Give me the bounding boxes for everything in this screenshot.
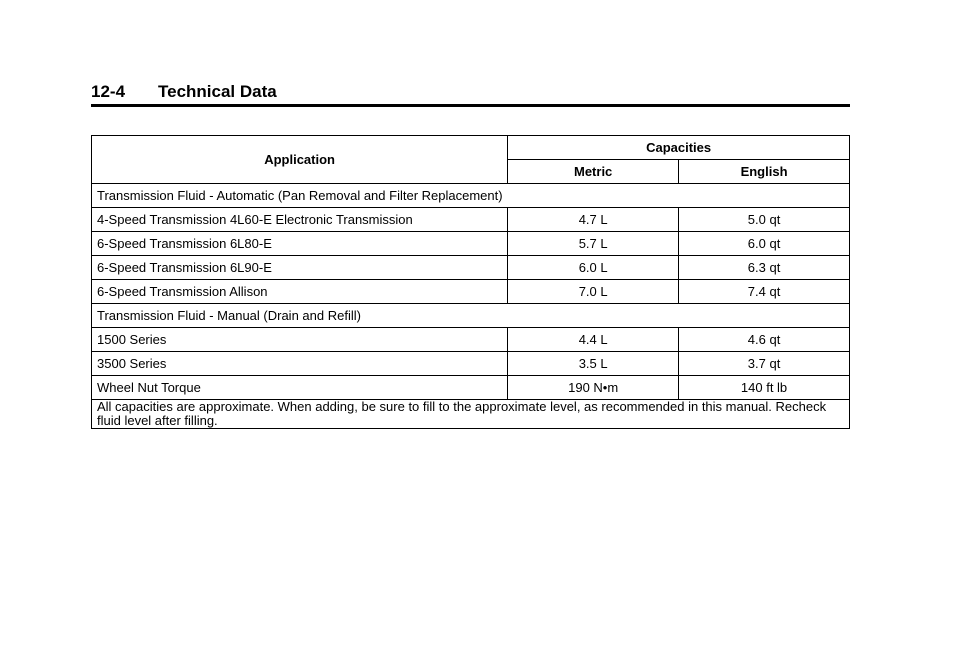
metric-value: 4.4 L	[508, 328, 679, 352]
english-value: 4.6 qt	[679, 328, 850, 352]
row-label: Wheel Nut Torque	[92, 376, 508, 400]
table-row	[92, 352, 850, 376]
row-label: 3500 Series	[92, 352, 508, 376]
metric-value: 4.7 L	[508, 208, 679, 232]
metric-value: 190 N•m	[508, 376, 679, 400]
metric-value: 5.7 L	[508, 232, 679, 256]
metric-value: 6.0 L	[508, 256, 679, 280]
group-row-automatic	[92, 184, 850, 208]
page-header	[91, 80, 850, 107]
table-row-wheel-nut	[92, 376, 850, 400]
capacities-note: All capacities are approximate. When adding, be sure to fill to the approximate level, as recommended in this manual. Recheck fluid level after filling.	[92, 400, 850, 429]
table-row	[92, 208, 850, 232]
group-label: Transmission Fluid - Manual (Drain and Refill)	[92, 304, 850, 328]
english-value: 6.3 qt	[679, 256, 850, 280]
note-row	[92, 400, 850, 429]
row-label: 1500 Series	[92, 328, 508, 352]
english-value: 7.4 qt	[679, 280, 850, 304]
table-row	[92, 256, 850, 280]
row-label: 6-Speed Transmission Allison	[92, 280, 508, 304]
row-label: 4-Speed Transmission 4L60-E Electronic Transmission	[92, 208, 508, 232]
table-row	[92, 232, 850, 256]
table-row	[92, 280, 850, 304]
row-label: 6-Speed Transmission 6L80-E	[92, 232, 508, 256]
group-label: Transmission Fluid - Automatic (Pan Removal and Filter Replacement)	[92, 184, 850, 208]
capacities-table	[91, 135, 850, 429]
header-row	[92, 136, 850, 160]
group-row-manual	[92, 304, 850, 328]
english-value: 6.0 qt	[679, 232, 850, 256]
english-value: 3.7 qt	[679, 352, 850, 376]
row-label: 6-Speed Transmission 6L90-E	[92, 256, 508, 280]
capacities-header: Capacities	[508, 136, 850, 160]
english-value: 140 ft lb	[679, 376, 850, 400]
metric-value: 7.0 L	[508, 280, 679, 304]
table-row	[92, 328, 850, 352]
page-number: 12-4	[91, 82, 126, 101]
metric-header: Metric	[508, 160, 679, 184]
metric-value: 3.5 L	[508, 352, 679, 376]
section-title: Technical Data	[158, 82, 277, 101]
english-header: English	[679, 160, 850, 184]
application-header: Application	[92, 136, 508, 184]
english-value: 5.0 qt	[679, 208, 850, 232]
